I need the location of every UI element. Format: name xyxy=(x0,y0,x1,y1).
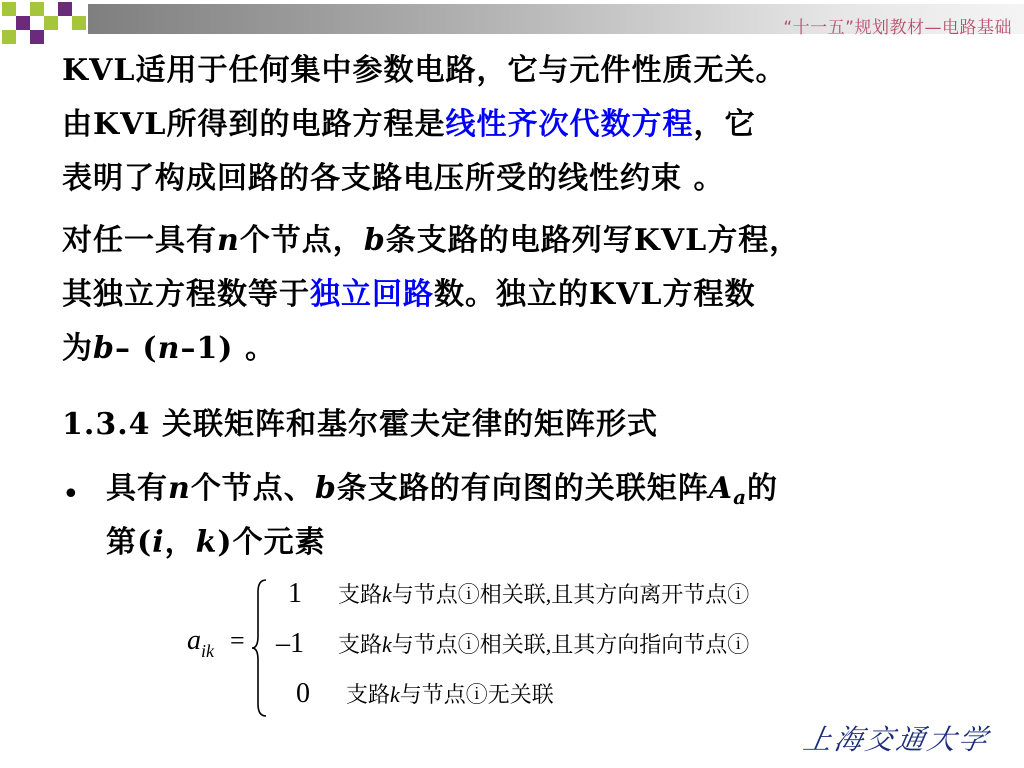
case-1-k: k xyxy=(382,582,392,607)
case-3-value: 0 xyxy=(296,678,310,709)
paragraph-independent-line2 xyxy=(62,268,755,322)
paragraph-independent-line1 xyxy=(62,214,800,268)
formula-case-2 xyxy=(276,628,749,660)
header-bar xyxy=(88,4,1024,38)
bullet-line2-a: 第( xyxy=(106,525,153,560)
p2-line2-tail: 数。独立的KVL方程数 xyxy=(434,277,756,312)
formula-equals: = xyxy=(230,626,245,655)
bullet-text-a: 具有 xyxy=(106,471,168,506)
case-2-k: k xyxy=(382,632,392,657)
case-3-text-b: 与节点ⓘ无关联 xyxy=(399,682,554,707)
left-brace-icon xyxy=(250,578,270,718)
bullet-text-c: 条支路的有向图的关联矩阵 xyxy=(336,471,709,506)
var-k: k xyxy=(195,525,218,560)
formula-lhs-a: a xyxy=(187,625,201,656)
header-title: “十一五”规划教材—电路基础 xyxy=(783,18,1012,38)
highlight-linear-homogeneous: 线性齐次代数方程 xyxy=(445,107,694,142)
p2-line1-text: 对任一具有 xyxy=(62,223,217,258)
bullet-var-b: b xyxy=(314,471,337,506)
case-1-text-a: 支路 xyxy=(338,582,383,607)
case-1-value: 1 xyxy=(288,578,302,609)
paragraph-kvl-line2 xyxy=(62,98,755,152)
var-i: i xyxy=(152,525,165,560)
formula-lhs xyxy=(187,625,214,662)
bullet-line2 xyxy=(106,516,326,570)
bullet-comma: ， xyxy=(164,525,196,560)
expr-end: –1) xyxy=(180,331,234,366)
p2-line2-text: 其独立方程数等于 xyxy=(62,277,310,312)
expr-b: b xyxy=(93,331,115,366)
checker-decoration xyxy=(0,0,90,44)
expr-mid: – ( xyxy=(114,331,158,366)
university-logo: 上海交通大学 xyxy=(800,723,993,756)
bullet-text-d: 的 xyxy=(747,471,779,506)
p2-line1-mid: 个节点， xyxy=(239,223,364,258)
p1-line1-text: KVL适用于任何集中参数电路，它与元件性质无关。 xyxy=(62,53,787,88)
case-2-value: –1 xyxy=(276,628,304,659)
p1-line3-text: 表明了构成回路的各支路电压所受的线性约束 。 xyxy=(62,161,725,196)
case-1-text-b: 与节点ⓘ相关联,且其方向离开节点ⓘ xyxy=(391,582,750,607)
p1-line2-tail: ，它 xyxy=(693,107,756,142)
bullet-line1 xyxy=(106,462,778,524)
bullet-var-n: n xyxy=(168,471,191,506)
formula-case-3 xyxy=(296,678,554,710)
case-3-k: k xyxy=(390,682,400,707)
expr-n: n xyxy=(157,331,181,366)
section-heading xyxy=(62,398,658,452)
paragraph-kvl-line3 xyxy=(62,152,724,206)
case-2-text-a: 支路 xyxy=(338,632,383,657)
case-3-text-a: 支路 xyxy=(346,682,391,707)
bullet-marker: • xyxy=(62,477,80,512)
p2-line1-tail: 条支路的电路列写KVL方程， xyxy=(385,223,801,258)
paragraph-independent-line3 xyxy=(62,322,276,376)
paragraph-kvl-line1 xyxy=(62,44,786,98)
p2-line3-text: 为 xyxy=(62,331,93,366)
matrix-A-subscript: a xyxy=(733,485,748,509)
bullet-text-b: 个节点、 xyxy=(190,471,315,506)
var-b: b xyxy=(363,223,386,258)
section-number: 1.3.4 xyxy=(62,407,151,442)
p1-line2-text: 由KVL所得到的电路方程是 xyxy=(62,107,446,142)
var-n: n xyxy=(217,223,240,258)
case-2-text-b: 与节点ⓘ相关联,且其方向指向节点ⓘ xyxy=(391,632,750,657)
matrix-A: A xyxy=(708,471,734,506)
formula-lhs-sub: ik xyxy=(201,641,214,661)
bullet-line2-b: )个元素 xyxy=(217,525,326,560)
formula-case-1 xyxy=(288,578,749,610)
highlight-independent-loops: 独立回路 xyxy=(310,277,434,312)
p2-line3-end: 。 xyxy=(233,331,276,366)
section-title: 关联矩阵和基尔霍夫定律的矩阵形式 xyxy=(150,407,658,442)
